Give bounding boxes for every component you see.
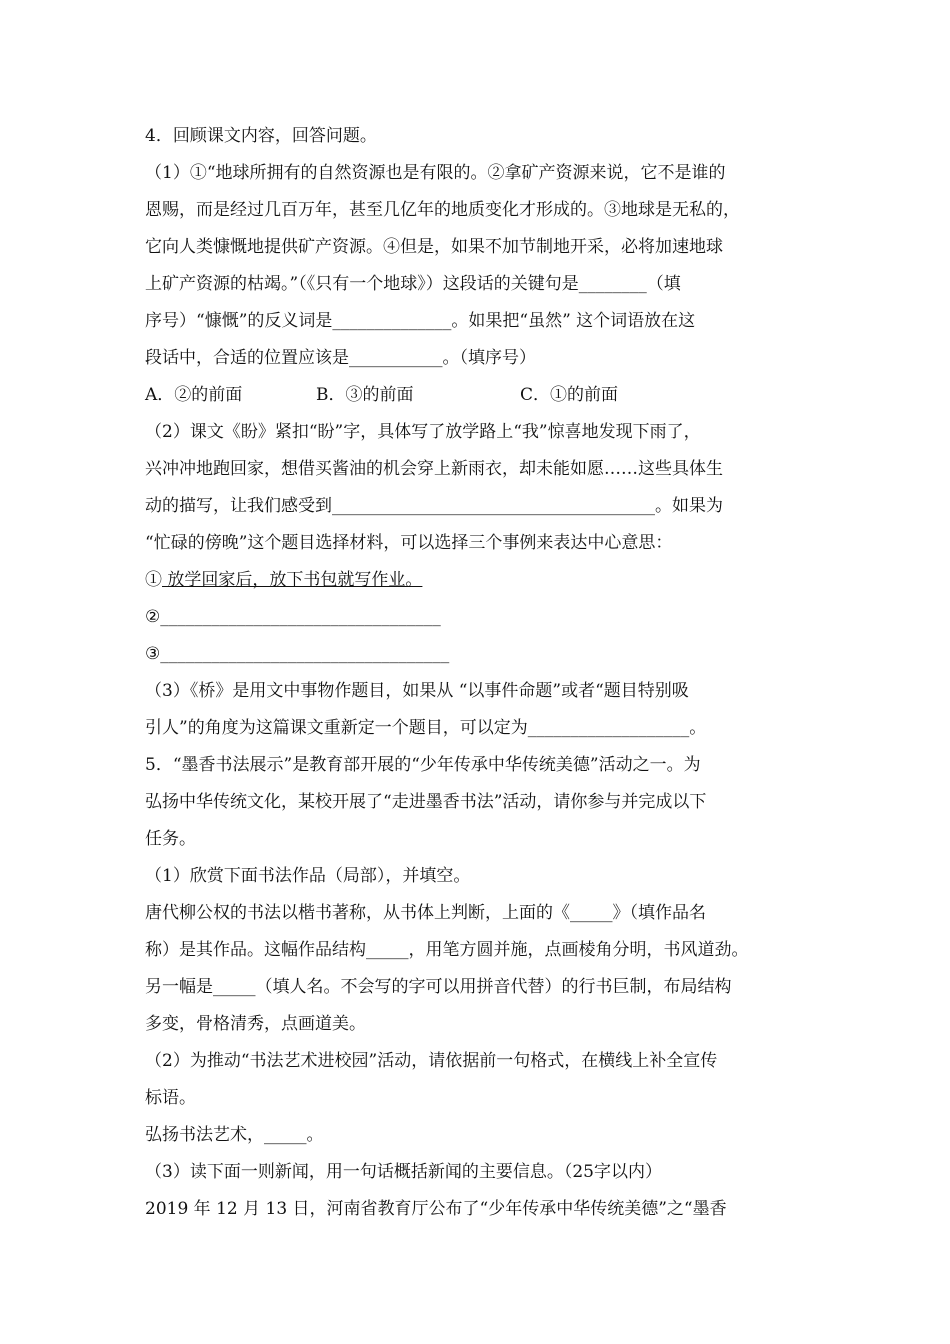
q4-p3-line-1: （3）《桥》是用文中事物作题目，如果从 “以事件命题”或者“题目特别吸 [145,681,689,701]
q5-p2-answer: 弘扬书法艺术，_____。 [145,1125,324,1145]
q4-option-b: B．③的前面 [316,385,414,405]
q4-p2-line-4: “忙碌的傍晚”这个题目选择材料，可以选择三个事例来表达中心意思： [145,533,673,553]
q5-intro-line-1: 5．“墨香书法展示”是教育部开展的“少年传承中华传统美德”活动之一。为 [145,755,701,775]
q4-title: 4．回顾课文内容，回答问题。 [145,126,377,146]
q4-p2-line-2: 兴冲冲地跑回家，想借买酱油的机会穿上新雨衣，却未能如愿……这些具体生 [145,459,723,479]
q4-p1-line-4: 上矿产资源的枯竭。”（《只有一个地球》）这段话的关键句是________（填 [145,274,681,294]
q4-p3-line-2: 引人”的角度为这篇课文重新定一个题目，可以定为___________________。 [145,718,707,738]
q5-p1-line-2: 称）是其作品。这幅作品结构_____，用笔方圆并施，点画棱角分明，书风道劲。 [145,940,749,960]
q4-p1-line-5: 序号）“慷慨”的反义词是______________。如果把“虽然” 这个词语放在这 [145,311,696,331]
q4-p1-line-2: 恩赐，而是经过几百万年，甚至几亿年的地质变化才形成的。③地球是无私的， [145,200,740,220]
q5-p2-line-1: （2）为推动“书法艺术进校园”活动，请依据前一句格式，在横线上补全宣传 [145,1051,718,1071]
q4-p1-line-3: 它向人类慷慨地提供矿产资源。④但是，如果不加节制地开采，必将加速地球 [145,237,723,257]
example-text: 放学回家后，放下书包就写作业。 [162,570,423,590]
q5-p1-line-1: 唐代柳公权的书法以楷书著称，从书体上判断，上面的《_____》（填作品名 [145,903,706,923]
q5-intro-line-3: 任务。 [145,829,196,849]
example-blank: __________________________________ [160,644,450,664]
q5-intro-line-2: 弘扬中华传统文化，某校开展了“走进墨香书法”活动，请你参与并完成以下 [145,792,707,812]
example-marker: ② [145,607,161,627]
example-marker: ③ [145,644,161,664]
q4-p1-line-1: （1）①“地球所拥有的自然资源也是有限的。②拿矿产资源来说，它不是谁的 [145,163,726,183]
q4-p1-line-6: 段话中，合适的位置应该是___________。（填序号） [145,348,536,368]
q5-p1-head: （1）欣赏下面书法作品（局部），并填空。 [145,866,471,886]
q4-example-2 [145,599,441,636]
q5-news: 2019 年 12 月 13 日，河南省教育厅公布了“少年传承中华传统美德”之“墨香 [145,1199,727,1219]
q4-p2-line-1: （2）课文《盼》紧扣“盼”字，具体写了放学路上“我”惊喜地发现下雨了， [145,422,701,442]
example-blank: _________________________________ [160,607,441,627]
q5-p2-line-2: 标语。 [145,1088,196,1108]
q4-option-c: C．①的前面 [520,385,619,405]
q4-option-a: A．②的前面 [145,385,243,405]
q5-p1-line-4: 多变，骨格清秀，点画道美。 [145,1014,366,1034]
q4-example-1 [145,562,422,599]
q5-p3: （3）读下面一则新闻，用一句话概括新闻的主要信息。（25字以内） [145,1162,662,1182]
q4-example-3 [145,636,449,673]
q4-p2-line-3: 动的描写，让我们感受到______________________________________。如果为 [145,496,723,516]
example-marker: ① [145,570,162,590]
q5-p1-line-3: 另一幅是_____（填人名。不会写的字可以用拼音代替）的行书巨制，布局结构 [145,977,732,997]
